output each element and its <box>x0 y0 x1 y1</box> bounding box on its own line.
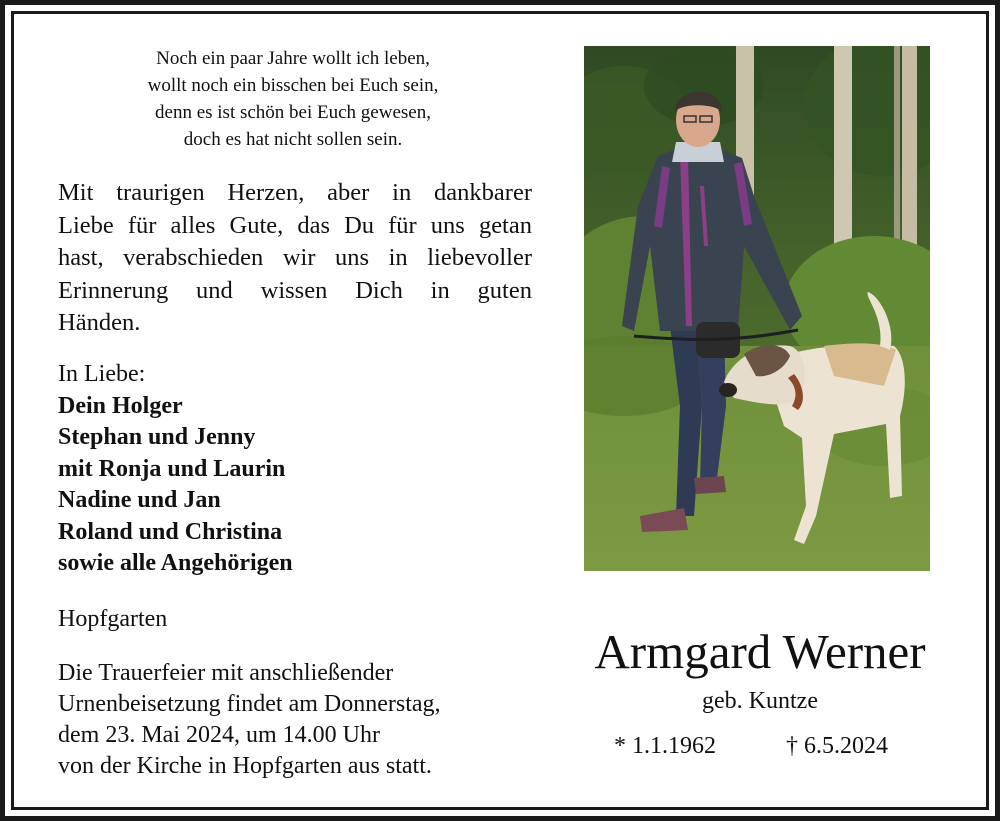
intro-line: Mit traurigen Herzen, aber in dankbarer <box>58 179 532 206</box>
service-info <box>58 658 528 782</box>
poem <box>58 45 528 153</box>
family-heading: In Liebe: <box>58 361 146 387</box>
intro-line: Erinnerung und wissen Dich in guten <box>58 276 532 304</box>
family-name: mit Ronja und Laurin <box>58 455 286 482</box>
birth-date: * 1.1.1962 <box>614 733 716 759</box>
family-name: Dein Holger <box>58 392 183 419</box>
maiden-name: geb. Kuntze <box>702 688 818 714</box>
place-name: Hopfgarten <box>58 606 168 632</box>
service-line: dem 23. Mai 2024, um 14.00 Uhr <box>58 722 380 748</box>
portrait-photo <box>584 46 930 571</box>
poem-line: wollt noch ein bisschen bei Euch sein, <box>147 75 439 96</box>
death-date: † 6.5.2024 <box>786 733 888 759</box>
family-list <box>58 359 528 580</box>
family-name: Stephan und Jenny <box>58 424 256 450</box>
intro-line: Händen. <box>58 309 141 336</box>
family-name: Roland und Christina <box>58 518 283 545</box>
deceased-name: Armgard Werner <box>594 624 926 679</box>
poem-line: denn es ist schön bei Euch gewesen, <box>155 102 431 123</box>
poem-line: Noch ein paar Jahre wollt ich leben, <box>156 48 430 69</box>
service-line: von der Kirche in Hopfgarten aus statt. <box>58 753 432 779</box>
family-name: Nadine und Jan <box>58 487 221 513</box>
intro-line: Liebe für alles Gute, das Du für uns getan <box>58 211 532 239</box>
service-line: Die Trauerfeier mit anschließender <box>58 660 394 686</box>
service-line: Urnenbeisetzung findet am Donnerstag, <box>58 691 441 717</box>
intro-line: hast, verabschieden wir uns in liebevoller <box>58 244 532 271</box>
poem-line: doch es hat nicht sollen sein. <box>183 129 403 150</box>
family-name: sowie alle Angehörigen <box>58 550 293 576</box>
intro-text <box>58 177 532 340</box>
